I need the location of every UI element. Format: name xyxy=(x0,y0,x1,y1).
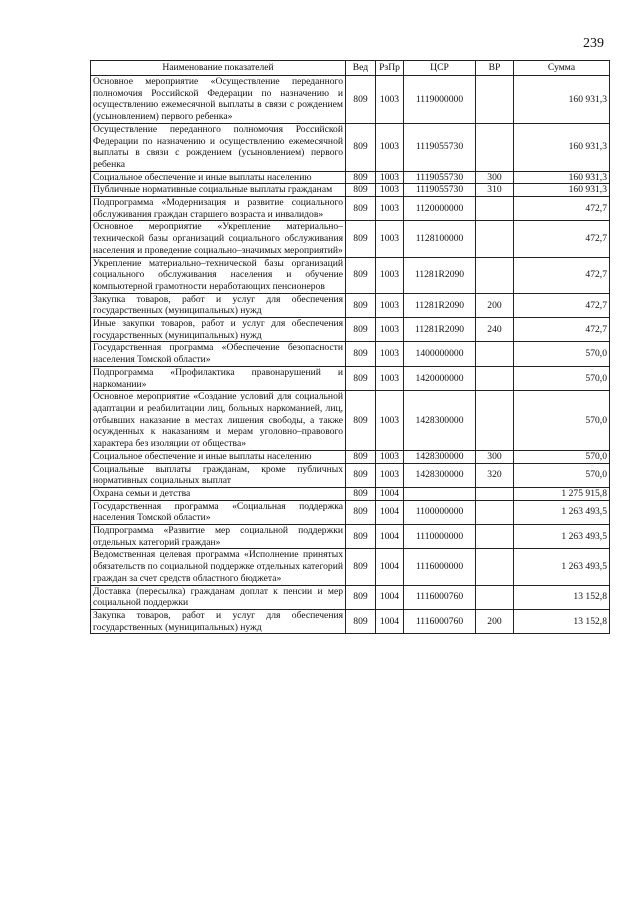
table-row xyxy=(91,463,610,487)
department-code: 809 xyxy=(346,221,376,257)
amount: 1 275 915,8 xyxy=(514,487,610,500)
table-row xyxy=(91,609,610,633)
column-header-ved: Вед xyxy=(346,61,376,76)
department-code: 809 xyxy=(346,487,376,500)
target-article-code: 1116000000 xyxy=(404,549,476,585)
target-article-code: 1119000000 xyxy=(404,76,476,124)
section-code: 1003 xyxy=(376,184,404,197)
indicator-name: Государственная программа «Социальная поддержка населения Томской области» xyxy=(91,500,346,524)
target-article-code: 1428300000 xyxy=(404,450,476,463)
expense-type-code xyxy=(476,500,514,524)
table-row xyxy=(91,221,610,257)
department-code: 809 xyxy=(346,318,376,342)
target-article-code: 1428300000 xyxy=(404,463,476,487)
section-code: 1003 xyxy=(376,450,404,463)
amount: 160 931,3 xyxy=(514,184,610,197)
target-article-code: 11281R2090 xyxy=(404,257,476,293)
section-code: 1003 xyxy=(376,221,404,257)
table-row xyxy=(91,293,610,317)
expense-type-code xyxy=(476,123,514,171)
indicator-name: Подпрограмма «Модернизация и развитие социального обслуживания граждан старшего возраста и инвалидов» xyxy=(91,197,346,221)
expense-type-code: 240 xyxy=(476,318,514,342)
table-row xyxy=(91,500,610,524)
department-code: 809 xyxy=(346,549,376,585)
amount: 160 931,3 xyxy=(514,76,610,124)
target-article-code: 1116000760 xyxy=(404,609,476,633)
department-code: 809 xyxy=(346,197,376,221)
amount: 570,0 xyxy=(514,366,610,390)
indicator-name: Подпрограмма «Развитие мер социальной поддержки отдельных категорий граждан» xyxy=(91,525,346,549)
department-code: 809 xyxy=(346,609,376,633)
department-code: 809 xyxy=(346,366,376,390)
table-row xyxy=(91,197,610,221)
indicator-name: Социальное обеспечение и иные выплаты населению xyxy=(91,171,346,184)
amount: 1 263 493,5 xyxy=(514,549,610,585)
table-row xyxy=(91,76,610,124)
indicator-name: Государственная программа «Обеспечение безопасности населения Томской области» xyxy=(91,342,346,366)
indicator-name: Доставка (пересылка) гражданам доплат к пенсии и мер социальной поддержки xyxy=(91,585,346,609)
department-code: 809 xyxy=(346,463,376,487)
table-row xyxy=(91,391,610,451)
column-header-csr: ЦСР xyxy=(404,61,476,76)
section-code: 1003 xyxy=(376,391,404,451)
section-code: 1004 xyxy=(376,500,404,524)
indicator-name: Основное мероприятие «Осуществление переданного полномочия Российской Федерации по назначению и осуществлению ежемесячной выплаты в связи с рождением (усыновлением) первого ребенка» xyxy=(91,76,346,124)
expense-type-code xyxy=(476,549,514,585)
section-code: 1003 xyxy=(376,318,404,342)
target-article-code: 1116000760 xyxy=(404,585,476,609)
expense-type-code xyxy=(476,487,514,500)
indicator-name: Подпрограмма «Профилактика правонарушений и наркомании» xyxy=(91,366,346,390)
budget-table xyxy=(90,60,610,634)
section-code: 1004 xyxy=(376,487,404,500)
table-row xyxy=(91,525,610,549)
table-row xyxy=(91,123,610,171)
department-code: 809 xyxy=(346,76,376,124)
department-code: 809 xyxy=(346,525,376,549)
indicator-name: Закупка товаров, работ и услуг для обеспечения государственных (муниципальных) нужд xyxy=(91,293,346,317)
expense-type-code xyxy=(476,257,514,293)
indicator-name: Закупка товаров, работ и услуг для обеспечения государственных (муниципальных) нужд xyxy=(91,609,346,633)
table-row xyxy=(91,342,610,366)
target-article-code: 1119055730 xyxy=(404,123,476,171)
amount: 472,7 xyxy=(514,318,610,342)
section-code: 1003 xyxy=(376,257,404,293)
indicator-name: Основное мероприятие «Создание условий для социальной адаптации и реабилитации лиц, больных наркоманией, лиц, отбывших наказание в местах лишения свободы, а также осужденных к наказаниям и мерам уголовно–правового характера без изоляции от общества» xyxy=(91,391,346,451)
section-code: 1004 xyxy=(376,525,404,549)
table-row xyxy=(91,549,610,585)
expense-type-code xyxy=(476,221,514,257)
section-code: 1003 xyxy=(376,342,404,366)
column-header-vr: ВР xyxy=(476,61,514,76)
indicator-name: Публичные нормативные социальные выплаты гражданам xyxy=(91,184,346,197)
table-row xyxy=(91,318,610,342)
department-code: 809 xyxy=(346,171,376,184)
indicator-name: Охрана семьи и детства xyxy=(91,487,346,500)
department-code: 809 xyxy=(346,500,376,524)
section-code: 1003 xyxy=(376,197,404,221)
column-header-rzpr: РзПр xyxy=(376,61,404,76)
amount: 570,0 xyxy=(514,342,610,366)
section-code: 1003 xyxy=(376,123,404,171)
amount: 472,7 xyxy=(514,257,610,293)
target-article-code: 1128100000 xyxy=(404,221,476,257)
expense-type-code: 310 xyxy=(476,184,514,197)
expense-type-code xyxy=(476,76,514,124)
amount: 472,7 xyxy=(514,197,610,221)
expense-type-code: 200 xyxy=(476,293,514,317)
target-article-code: 1120000000 xyxy=(404,197,476,221)
amount: 1 263 493,5 xyxy=(514,525,610,549)
expense-type-code xyxy=(476,342,514,366)
indicator-name: Социальные выплаты гражданам, кроме публичных нормативных социальных выплат xyxy=(91,463,346,487)
department-code: 809 xyxy=(346,184,376,197)
section-code: 1004 xyxy=(376,585,404,609)
expense-type-code xyxy=(476,585,514,609)
target-article-code: 1428300000 xyxy=(404,391,476,451)
amount: 13 152,8 xyxy=(514,585,610,609)
section-code: 1003 xyxy=(376,366,404,390)
target-article-code xyxy=(404,487,476,500)
table-row xyxy=(91,171,610,184)
table-row xyxy=(91,450,610,463)
section-code: 1003 xyxy=(376,76,404,124)
section-code: 1003 xyxy=(376,463,404,487)
table-row xyxy=(91,366,610,390)
table-row xyxy=(91,585,610,609)
section-code: 1004 xyxy=(376,609,404,633)
table-row xyxy=(91,257,610,293)
section-code: 1003 xyxy=(376,293,404,317)
target-article-code: 1420000000 xyxy=(404,366,476,390)
column-header-sum: Сумма xyxy=(514,61,610,76)
expense-type-code: 300 xyxy=(476,171,514,184)
column-header-name: Наименование показателей xyxy=(91,61,346,76)
amount: 13 152,8 xyxy=(514,609,610,633)
amount: 472,7 xyxy=(514,221,610,257)
department-code: 809 xyxy=(346,391,376,451)
expense-type-code xyxy=(476,525,514,549)
table-row xyxy=(91,487,610,500)
department-code: 809 xyxy=(346,293,376,317)
table-row xyxy=(91,184,610,197)
expense-type-code: 200 xyxy=(476,609,514,633)
indicator-name: Укрепление материально–технической базы организаций социального обслуживания населения и обучение компьютерной грамотности неработающих пенсионеров xyxy=(91,257,346,293)
expense-type-code: 320 xyxy=(476,463,514,487)
indicator-name: Основное мероприятие «Укрепление материально–технической базы организаций социального обслуживания населения и проведение социально–значимых мероприятий» xyxy=(91,221,346,257)
indicator-name: Социальное обеспечение и иные выплаты населению xyxy=(91,450,346,463)
target-article-code: 11281R2090 xyxy=(404,318,476,342)
amount: 570,0 xyxy=(514,450,610,463)
expense-type-code: 300 xyxy=(476,450,514,463)
amount: 472,7 xyxy=(514,293,610,317)
department-code: 809 xyxy=(346,450,376,463)
target-article-code: 1400000000 xyxy=(404,342,476,366)
department-code: 809 xyxy=(346,257,376,293)
department-code: 809 xyxy=(346,585,376,609)
target-article-code: 1100000000 xyxy=(404,500,476,524)
target-article-code: 1119055730 xyxy=(404,184,476,197)
amount: 1 263 493,5 xyxy=(514,500,610,524)
department-code: 809 xyxy=(346,342,376,366)
indicator-name: Ведомственная целевая программа «Исполнение принятых обязательств по социальной поддержке отдельных категорий граждан за счет средств областного бюджета» xyxy=(91,549,346,585)
amount: 570,0 xyxy=(514,463,610,487)
indicator-name: Осуществление переданного полномочия Российской Федерации по назначению и осуществлению ежемесячной выплаты в связи с рождением (усыновлением) первого ребенка xyxy=(91,123,346,171)
amount: 160 931,3 xyxy=(514,171,610,184)
expense-type-code xyxy=(476,197,514,221)
target-article-code: 1110000000 xyxy=(404,525,476,549)
target-article-code: 11281R2090 xyxy=(404,293,476,317)
target-article-code: 1119055730 xyxy=(404,171,476,184)
indicator-name: Иные закупки товаров, работ и услуг для обеспечения государственных (муниципальных) нужд xyxy=(91,318,346,342)
amount: 160 931,3 xyxy=(514,123,610,171)
page-number: 239 xyxy=(583,36,604,51)
department-code: 809 xyxy=(346,123,376,171)
section-code: 1003 xyxy=(376,171,404,184)
expense-type-code xyxy=(476,366,514,390)
table-header-row xyxy=(91,61,610,76)
section-code: 1004 xyxy=(376,549,404,585)
expense-type-code xyxy=(476,391,514,451)
amount: 570,0 xyxy=(514,391,610,451)
